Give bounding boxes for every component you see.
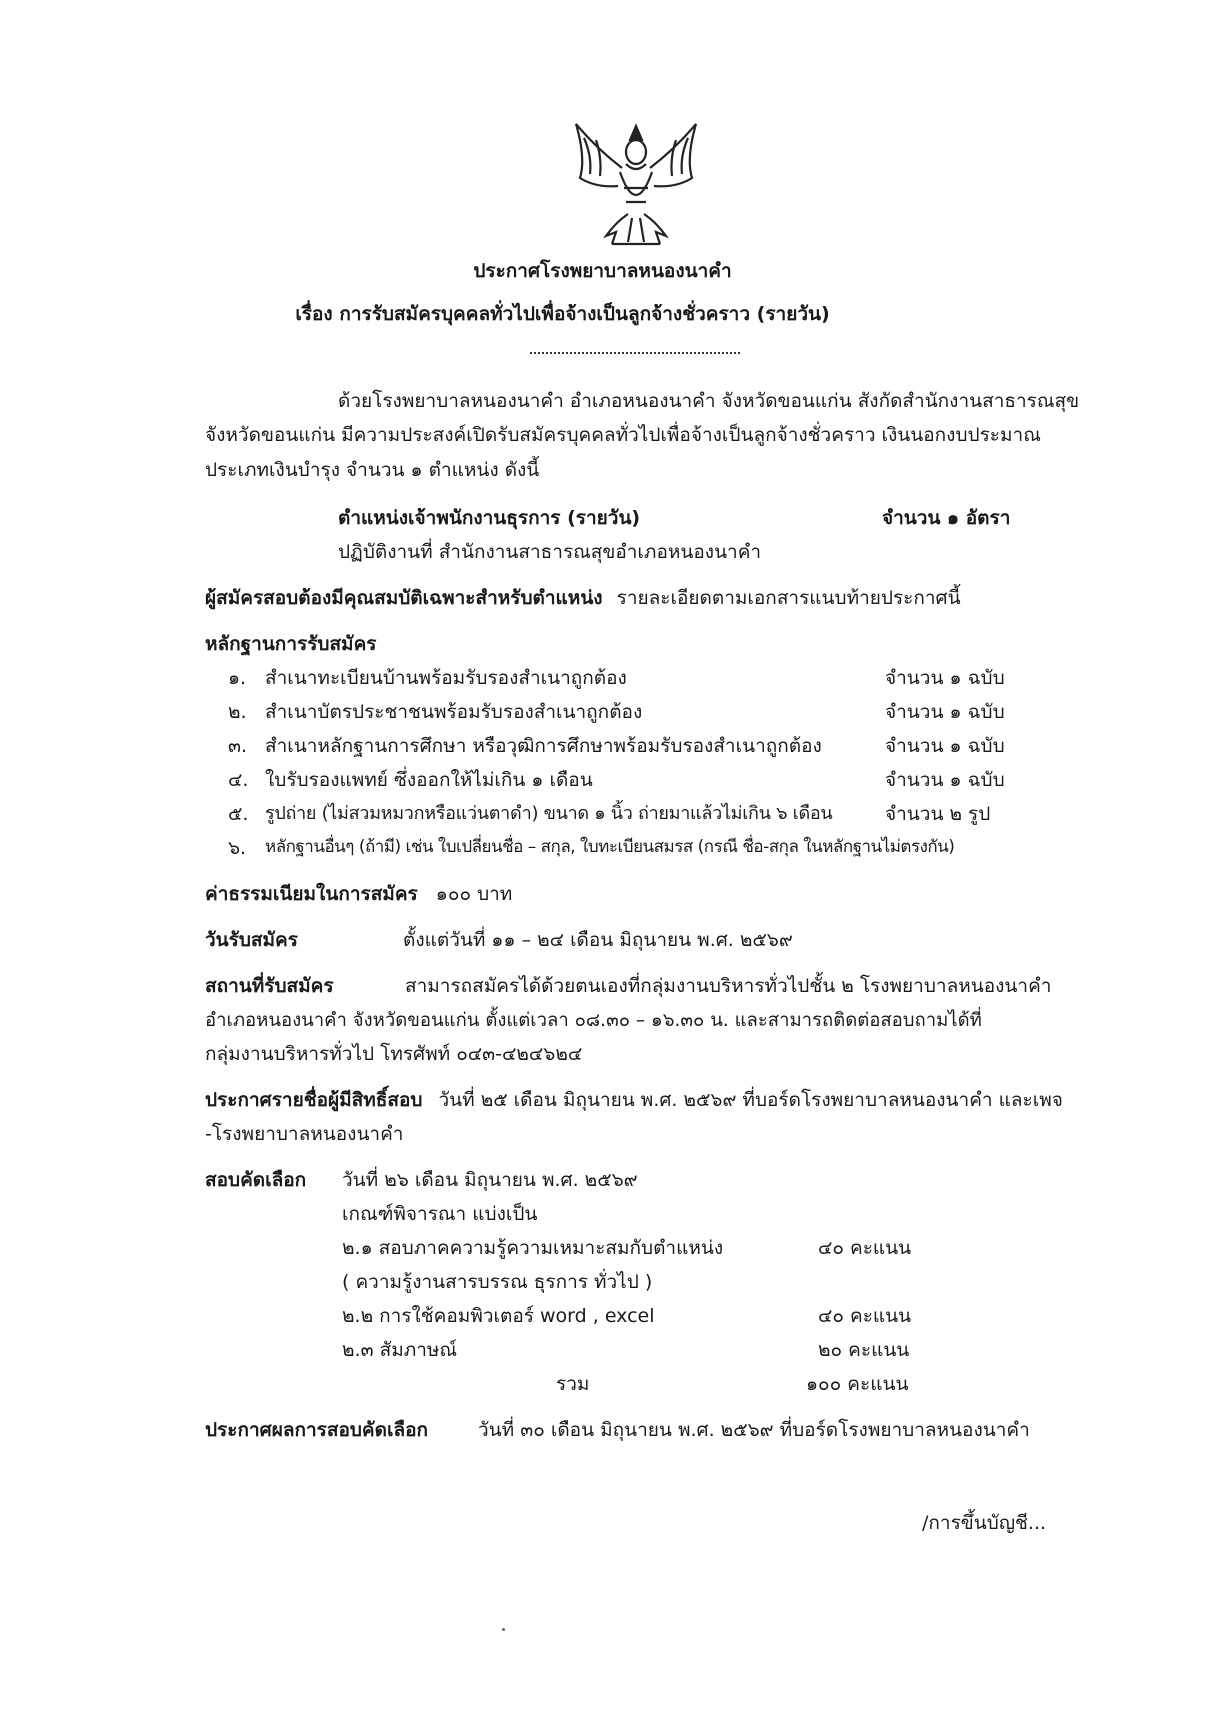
doc-item-text-6: หลักฐานอื่นๆ (ถ้ามี) เช่น ใบเปลี่ยนชื่อ – สกุล, ใบทะเบียนสมรส (กรณี ชื่อ-สกุล ในหลักฐานไม่ตรงกัน) — [265, 837, 955, 857]
criteria-note-1: ( ความรู้งานสารบรรณ ธุรการ ทั่วไป ) — [342, 1271, 653, 1293]
criteria-total-label: รวม — [556, 1373, 590, 1395]
title-divider — [530, 352, 740, 356]
fee-value: ๑๐๐ บาท — [435, 883, 513, 905]
doc-item-num-6: ๖. — [228, 837, 247, 859]
doc-item-num-3: ๓. — [228, 735, 248, 757]
doc-item-text-5: รูปถ่าย (ไม่สวมหมวกหรือแว่นตาดำ) ขนาด ๑ นิ้ว ถ่ายมาแล้วไม่เกิน ๖ เดือน — [265, 803, 833, 824]
apply-date-value: ตั้งแต่วันที่ ๑๑ – ๒๔ เดือน มิถุนายน พ.ศ. ๒๕๖๙ — [403, 929, 793, 951]
intro-line-3: ประเภทเงินบำรุง จำนวน ๑ ตำแหน่ง ดังนี้ — [205, 459, 540, 481]
continuation-note: /การขึ้นบัญชี... — [922, 1512, 1047, 1534]
documents-heading: หลักฐานการรับสมัคร — [205, 633, 377, 655]
criteria-item-2: ๒.๒ การใช้คอมพิวเตอร์ word , excel — [342, 1305, 655, 1327]
exam-criteria-intro: เกณฑ์พิจารณา แบ่งเป็น — [342, 1203, 538, 1225]
criteria-score-2: ๔๐ คะแนน — [818, 1305, 912, 1327]
position-count: จำนวน ๑ อัตรา — [882, 507, 1011, 529]
qualification-text: รายละเอียดตามเอกสารแนบท้ายประกาศนี้ — [616, 587, 961, 609]
doc-item-qty-2: จำนวน ๑ ฉบับ — [885, 701, 1005, 723]
doc-item-num-2: ๒. — [228, 701, 247, 723]
doc-item-num-5: ๕. — [228, 803, 249, 825]
venue-line-2: อำเภอหนองนาคำ จังหวัดขอนแก่น ตั้งแต่เวลา ๐๘.๓๐ – ๑๖.๓๐ น. และสามารถติดต่อสอบถามได้ที่ — [205, 1010, 982, 1031]
intro-line-1: ด้วยโรงพยาบาลหนองนาคำ อำเภอหนองนาคำ จังหวัดขอนแก่น สังกัดสำนักงานสาธารณสุข — [338, 390, 1080, 412]
venue-line-1: สามารถสมัครได้ด้วยตนเองที่กลุ่มงานบริหารทั่วไปชั้น ๒ โรงพยาบาลหนองนาคำ — [405, 975, 1052, 997]
eligible-label: ประกาศรายชื่อผู้มีสิทธิ์สอบ — [205, 1089, 423, 1111]
announcement-subject: เรื่อง การรับสมัครบุคคลทั่วไปเพื่อจ้างเป็นลูกจ้างชั่วคราว (รายวัน) — [295, 303, 830, 325]
result-label: ประกาศผลการสอบคัดเลือก — [205, 1419, 429, 1441]
fee-label: ค่าธรรมเนียมในการสมัคร — [205, 883, 418, 905]
exam-date: วันที่ ๒๖ เดือน มิถุนายน พ.ศ. ๒๕๖๙ — [342, 1169, 638, 1191]
criteria-score-3: ๒๐ คะแนน — [818, 1339, 910, 1361]
result-value: วันที่ ๓๐ เดือน มิถุนายน พ.ศ. ๒๕๖๙ ที่บอร์ดโรงพยาบาลหนองนาคำ — [478, 1419, 1030, 1441]
venue-label: สถานที่รับสมัคร — [205, 975, 334, 997]
doc-item-qty-1: จำนวน ๑ ฉบับ — [885, 667, 1005, 689]
criteria-total-score: ๑๐๐ คะแนน — [806, 1373, 909, 1395]
fee-row — [205, 883, 512, 907]
doc-item-text-2: สำเนาบัตรประชาชนพร้อมรับรองสำเนาถูกต้อง — [265, 701, 643, 723]
position-workplace: ปฏิบัติงานที่ สำนักงานสาธารณสุขอำเภอหนองนาคำ — [338, 541, 762, 563]
doc-item-qty-4: จำนวน ๑ ฉบับ — [885, 769, 1005, 791]
apply-date-label: วันรับสมัคร — [205, 929, 298, 951]
position-title: ตำแหน่งเจ้าพนักงานธุรการ (รายวัน) — [338, 507, 641, 529]
garuda-emblem-icon — [566, 118, 706, 253]
doc-item-qty-3: จำนวน ๑ ฉบับ — [885, 735, 1005, 757]
doc-item-text-4: ใบรับรองแพทย์ ซึ่งออกให้ไม่เกิน ๑ เดือน — [265, 769, 593, 791]
doc-item-qty-5: จำนวน ๒ รูป — [885, 803, 991, 825]
scan-speck — [502, 1628, 505, 1631]
eligible-line-1: วันที่ ๒๕ เดือน มิถุนายน พ.ศ. ๒๕๖๙ ที่บอร์ดโรงพยาบาลหนองนาคำ และเพจ — [438, 1089, 1063, 1111]
eligible-line-2: -โรงพยาบาลหนองนาคำ — [205, 1123, 404, 1145]
criteria-item-3: ๒.๓ สัมภาษณ์ — [342, 1339, 458, 1361]
venue-line-3: กลุ่มงานบริหารทั่วไป โทรศัพท์ ๐๔๓-๔๒๔๖๒๔ — [205, 1043, 583, 1065]
doc-item-num-1: ๑. — [228, 667, 247, 689]
intro-line-2: จังหวัดขอนแก่น มีความประสงค์เปิดรับสมัครบุคคลทั่วไปเพื่อจ้างเป็นลูกจ้างชั่วคราว เงินนอกงบประมาณ — [205, 424, 1041, 446]
criteria-item-1: ๒.๑ สอบภาคความรู้ความเหมาะสมกับตำแหน่ง — [342, 1237, 724, 1259]
qualification-row — [205, 587, 961, 611]
announcement-title: ประกาศโรงพยาบาลหนองนาคำ — [473, 260, 732, 282]
doc-item-num-4: ๔. — [228, 769, 249, 791]
qualification-heading: ผู้สมัครสอบต้องมีคุณสมบัติเฉพาะสำหรับตำแหน่ง — [205, 587, 603, 609]
doc-item-text-3: สำเนาหลักฐานการศึกษา หรือวุฒิการศึกษาพร้อมรับรองสำเนาถูกต้อง — [265, 735, 822, 757]
doc-item-text-1: สำเนาทะเบียนบ้านพร้อมรับรองสำเนาถูกต้อง — [265, 667, 627, 689]
eligible-row — [205, 1089, 1063, 1113]
criteria-score-1: ๔๐ คะแนน — [818, 1237, 912, 1259]
exam-label: สอบคัดเลือก — [205, 1169, 307, 1191]
